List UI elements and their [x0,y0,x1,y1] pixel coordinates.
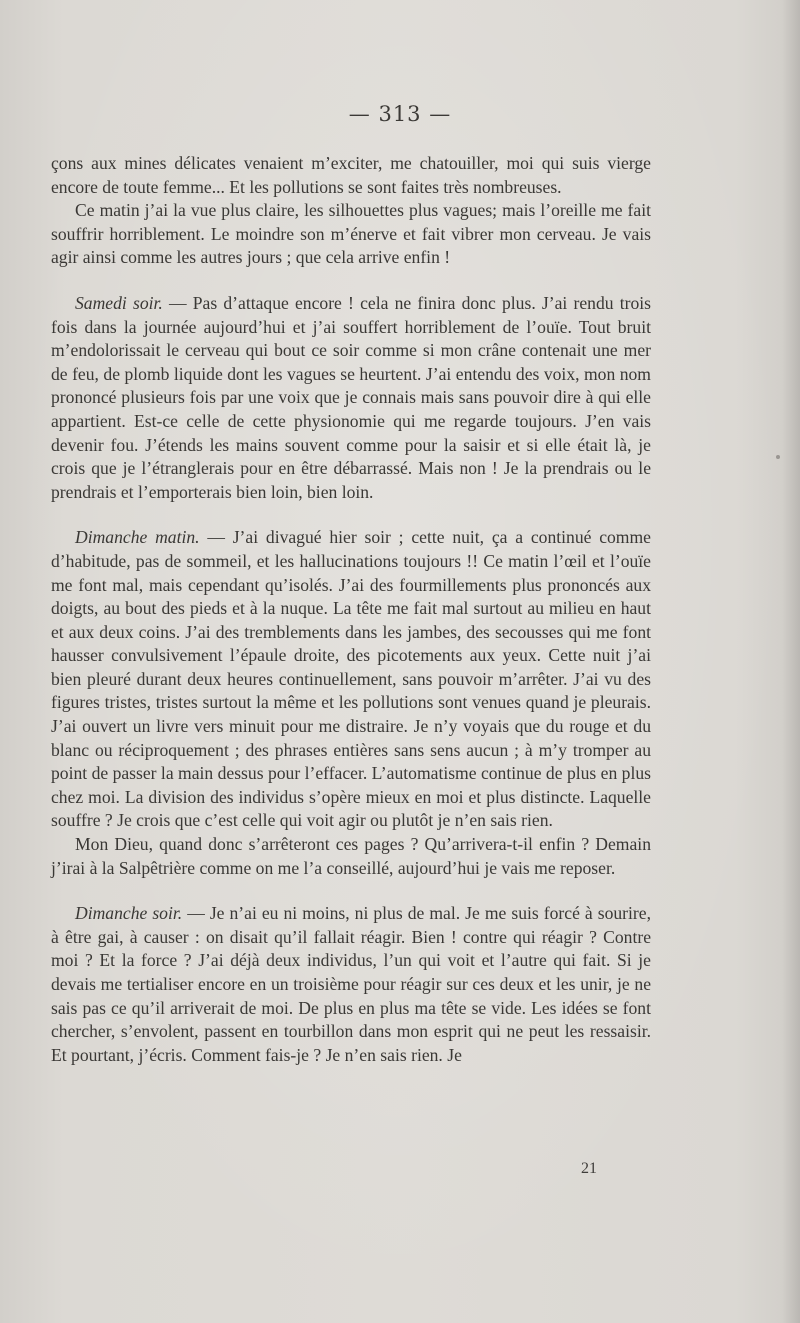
signature-mark: 21 [581,1160,597,1177]
paragraph-1 [51,152,651,199]
body-text [51,152,651,1067]
paragraph-2 [51,199,651,270]
entry-heading-samedi-soir: Samedi soir. [75,292,163,313]
paragraph-text: Ce matin j’ai la vue plus claire, les silhouettes plus vagues; mais l’oreille me fait souffrir horriblement. Le moindre son m’énerve et fait vibrer mon cerveau. Je vais agir ainsi comme les autres jours ; que cela arrive enfin ! [51,200,651,268]
paragraph-text: çons aux mines délicates venaient m’exciter, me chatouiller, moi qui suis vierge encore de toute femme... Et les pollutions se sont faites très nombreuses. [51,153,651,197]
page-edge-shadow [782,0,800,1323]
paragraph-text: — Je n’ai eu ni moins, ni plus de mal. Je me suis forcé à sourire, à être gai, à causer : on disait qu’il fallait réagir. Bien ! contre qui réagir ? Contre moi ? Et la force ? J’ai déjà deux individus, l’un qui voit et l’autre qui fait. Si je devais me tertialiser encore en un troisième pour réagir sur ces deux et les unir, je ne sais pas ce qu’il arriverait de moi. De plus en plus ma tête se vide. Les idées se font chercher, s’envolent, passent en tourbillon dans mon esprit qui ne peut les ressaisir. Et pourtant, j’écris. Comment fais-je ? Je n’en sais rien. Je [51,903,651,1065]
paper-speck [776,455,780,459]
paragraph-text: — Pas d’attaque encore ! cela ne finira donc plus. J’ai rendu trois fois dans la journée aujourd’hui et j’ai souffert horriblement de l’ouïe. Tout bruit m’endolorissait le cerveau qui bout ce soir comme si mon crâne contenait une mer de feu, de plomb liquide dont les vagues se heurtent. J’ai entendu des voix, mon nom prononcé plusieurs fois par une voix que je connais mais sans pouvoir dire à qui elle appartient. Est-ce celle de cette physionomie qui me regarde toujours. J’en vais devenir fou. J’étends les mains souvent comme pour la saisir et si elle était là, je crois que je l’étranglerais pour en être débarrassé. Mais non ! Je la prendrais ou le prendrais et l’emporterais bien loin, bien loin. [51,292,651,502]
paragraph-3 [51,292,651,504]
page-number: — 313 — [348,102,452,126]
paragraph-5 [51,833,651,880]
paragraph-6 [51,902,651,1067]
paragraph-text: — J’ai divagué hier soir ; cette nuit, ça a continué comme d’habitude, pas de sommeil, et les hallucinations toujours !! Ce matin l’œil et l’ouïe me font mal, mais cependant qu’isolés. J’ai des fourmillements plus prononcés aux doigts, au bout des pieds et à la nuque. La tête me fait mal surtout au milieu en haut et aux deux coins. J’ai des tremblements dans les jambes, des secousses qui me font hausser convulsivement l’épaule droite, des picotements aux yeux. Cette nuit j’ai bien pleuré durant deux heures continuellement, sans pouvoir m’arrêter. J’ai vu des figures tristes, tristes surtout la même et les pollutions sont venues quand je pleurais. J’ai ouvert un livre vers minuit pour me distraire. Je n’y voyais que du rouge et du blanc ou réciproquement ; des phrases entières sans sens aucun ; à m’y tromper au point de passer la main dessus pour l’effacer. L’automatisme continue de plus en plus chez moi. La division des individus s’opère mieux en moi et plus distincte. Laquelle souffre ? Je crois que c’est celle qui voit agir ou plutôt je n’en sais rien. [51,527,651,831]
entry-heading-dimanche-soir: Dimanche soir. [75,903,183,924]
paragraph-text: Mon Dieu, quand donc s’arrêteront ces pages ? Qu’arrivera-t-il enfin ? Demain j’irai à la Salpêtrière comme on me l’a conseillé, aujourd’hui je vais me reposer. [51,834,651,878]
paragraph-4 [51,526,651,833]
entry-heading-dimanche-matin: Dimanche matin. [75,527,200,548]
